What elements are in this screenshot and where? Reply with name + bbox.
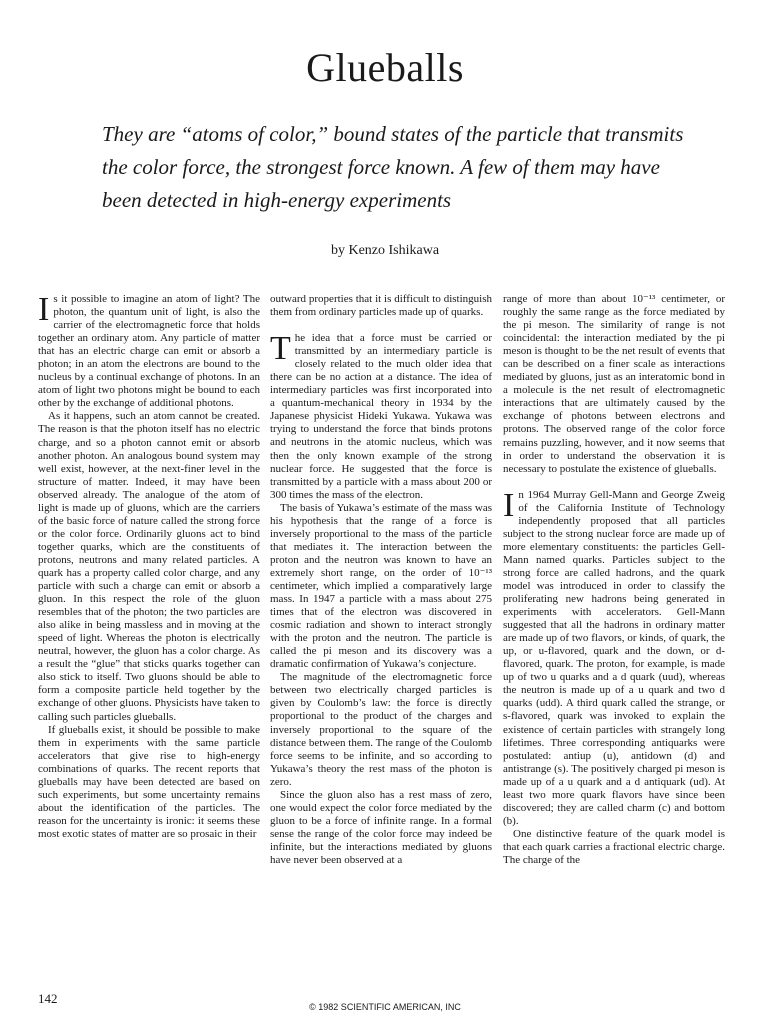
column-1 [38,293,260,841]
paragraph: Since the gluon also has a rest mass of zero, one would expect the color force mediated by the gluon to be a force of infinite range. In a formal sense the range of the color force may indeed be infinite, but the interactions mediated by gluons have never been observed at a [270,788,492,866]
copyright-notice: © 1982 SCIENTIFIC AMERICAN, INC [309,1002,461,1012]
column-2 [270,293,492,867]
paragraph: The magnitude of the electromagnetic force between two electrically charged particles is given by Coulomb’s law: the force is directly proportional to the product of the charges and inversely proportional to the square of the distance between them. The range of the Coulomb force seems to be infinite, and so according to Yukawa’s theory the rest mass of the photon is zero. [270,671,492,788]
column-3 [503,293,725,867]
paragraph: If glueballs exist, it should be possible to make them in experiments with the same particle accelerators that give rise to high-energy combinations of quarks. The recent reports that glueballs may have been detected are based on such experiments, but some uncertainty remains about the identification of the particles. The reason for the uncertainty is ironic: it seems these most exotic states of matter are so prosaic in their [38,723,260,840]
page-number: 142 [38,991,58,1006]
paragraph [270,332,492,502]
paragraph [503,486,725,828]
byline: by Kenzo Ishikawa [330,243,440,258]
paragraph: outward properties that it is difficult to distinguish them from ordinary particles made up of quarks. [270,293,492,319]
drop-cap: I [503,486,515,524]
paragraph-text: s it possible to imagine an atom of light? The photon, the quantum unit of light, is also the carrier of the electromagnetic force that holds together an ordinary atom. Any particle of matter that has an electric charge can emit or absorb a photon; in an atom the electrons are bound to the nucleus by a continual exchange of photons. In an atom of light two photons might be bound to each other by the exchange of additional photons. [38,293,260,410]
paragraph: range of more than about 10⁻¹³ centimeter, or roughly the same range as the force mediated by the pi meson. The similarity of range is not coincidental: the interaction mediated by the pi meson is thought to be the net result of events that can be described on a finer scale as interactions mediated by gluons, just as an interatomic bond in a molecule is the net result of electromagnetic interactions that are ultimately caused by the exchange of photons between electrons and protons. The observed range of the color force remains puzzling, however, and it now seems that in order to understand the observation it is necessary to postulate the existence of glueballs. [503,293,725,475]
paragraph: As it happens, such an atom cannot be created. The reason is that the photon itself has no electric charge, and so a photon cannot emit or absorb another photon. An analogous bound system may well exist, however, at the next-finer level in the structure of matter. Indeed, it may have been observed already. The analogue of the atom of light is made up of gluons, which are the carriers of the basic force of nature called the strong force or the color force. Ordinarily gluons act to bind together quarks, which are the constituents of protons, neutrons and many related particles. A quark has a property called color charge, and any particle with such a charge can emit or absorb a gluon. In this respect the role of the gluon resembles that of the photon; the two particles are also alike in being massless and in moving at the speed of light. Whereas the photon is electrically neutral, however, the gluon has a color charge. As a result the “glue” that sticks quarks together can also stick to itself. Two gluons should be able to form a composite particle held together by the exchange of other gluons. Physicists have taken to calling such particles glueballs. [38,410,260,723]
paragraph: One distinctive feature of the quark model is that each quark carries a fractional electric charge. The charge of the [503,827,725,866]
drop-cap: I [38,291,50,328]
drop-cap: T [270,330,291,368]
article-title: Glueballs [306,45,464,90]
article-subtitle: They are “atoms of color,” bound states of the particle that transmits the color force, the strongest force known. A few of them may have been detected in high-energy experiments [102,122,684,212]
paragraph-text: he idea that a force must be carried or transmitted by an intermediary particle is closely related to the much older idea that there can be no action at a distance. The idea of intermediary particles was first incorporated into a quantum-mechanical theory in 1934 by the Japanese physicist Hideki Yukawa. Yukawa was trying to understand the force that binds protons and neutrons in the atomic nucleus, which was then the only known example of the strong nuclear force. He suggested that the force is transmitted by a particle with a mass about 200 or 300 times the mass of the electron. [270,332,492,501]
paragraph: The basis of Yukawa’s estimate of the mass was his hypothesis that the range of a force is inversely proportional to the mass of the particle that mediates it. The interaction between the proton and the neutron was known to have an extremely short range, on the order of 10⁻¹³ centimeter, which implied a comparatively large mass. In 1947 a particle with a mass about 275 times that of the electron was discovered in cosmic radiation and shown to interact strongly with the proton and the neutron. The particle is called the pi meson and its discovery was a dramatic confirmation of Yukawa’s conjecture. [270,501,492,671]
paragraph [38,293,260,410]
paragraph-text: n 1964 Murray Gell-Mann and George Zweig of the California Institute of Technology independently proposed that all particles subject to the strong nuclear force are made up of more elementary constituents: the particles Gell-Mann named quarks. Particles subject to the strong force are called hadrons, and the quark model was introduced in order to classify the proliferating new hadrons being generated in experiments with accelerators. Gell-Mann suggested that all the hadrons in ordinary matter are made up of two flavors, or kinds, of quark, the up, or u-flavored, quark and the down, or d-flavored, quark. The proton, for example, is made up of two u quarks and a d quark (uud), whereas the neutron is made up of a u quark and two d quarks (udd). A third quark called the strange, or s-flavored, quark was invoked to explain the existence of certain particles with strangely long lifetimes. Three corresponding antiquarks were postulated: antiup (u), antidown (d) and antistrange (s). The positively charged pi meson is made up of a u quark and a d antiquark (ud). At least two more quark flavors have since been discovered; they are called charm (c) and bottom (b). [503,488,725,827]
